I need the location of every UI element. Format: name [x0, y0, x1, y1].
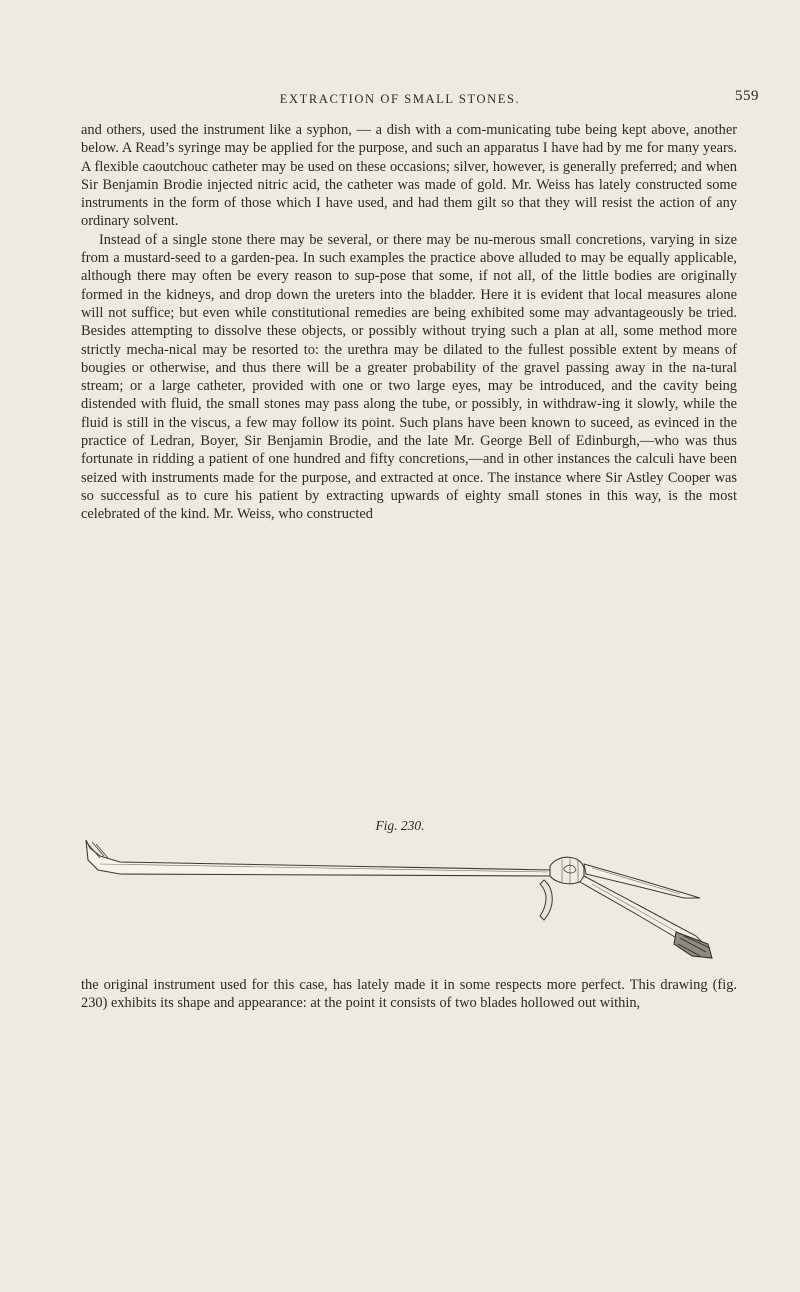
running-head: EXTRACTION OF SMALL STONES.	[279, 92, 521, 106]
page-number: 559	[735, 88, 759, 104]
body-text	[81, 121, 737, 524]
lithotrity-instrument-illustration	[80, 836, 720, 961]
paragraph-2: Instead of a single stone there may be several, or there may be nu-merous small concretions, varying in size from a mustard-seed to a garden-pea. In such examples the practice above alluded to may be equally applicable, although there may often be every reason to sup-pose that some, if not all, of the little bodies are originally formed in the kidneys, and drop down the ureters into the bladder. Here it is evident that local measures alone will not suffice; but even while constitutional remedies are being exhibited some may advantageously be tried. Besides attempting to dissolve these objects, or possibly without trying such a plan at all, some method more strictly mecha-nical may be resorted to: the urethra may be dilated to the fullest possible extent by means of bougies or otherwise, and thus there will be a greater probability of the gravel passing away in the na-tural stream; or a large catheter, provided with one or two large eyes, may be introduced, and the cavity being distended with fluid, the small stones may pass along the tube, or possibly, in withdraw-ing it slowly, while the fluid is still in the viscus, a few may follow its point. Such plans have been known to suceed, as evinced in the practice of Ledran, Boyer, Sir Benjamin Brodie, and the late Mr. George Bell of Edinburgh,—who was thus fortunate in ridding a patient of one hundred and fifty concretions,—and in other instances the calculi have been seized with instruments made for the purpose, and extracted at once. The instance where Sir Astley Cooper was so successful as to cure his patient by extracting upwards of eighty small stones in this way, is the most celebrated of the kind. Mr. Weiss, who constructed	[81, 231, 737, 523]
instrument-ring	[540, 880, 552, 920]
paragraph-1: and others, used the instrument like a syphon, — a dish with a com-municating tube being kept above, another below. A Read’s syringe may be applied for the purpose, and such an apparatus I have had by me for many years. A flexible caoutchouc catheter may be used on these occasions; silver, however, is generally preferred; and when Sir Benjamin Brodie injected nitric acid, the catheter was made of gold. Mr. Weiss has lately constructed some instruments in the form of those which I have used, and had them gilt so that they will resist the action of any ordinary solvent.	[81, 122, 737, 230]
figure-caption: Fig. 230.	[375, 818, 425, 833]
continuation-text	[81, 976, 737, 1013]
instrument-joint	[550, 857, 584, 884]
paragraph-3: the original instrument used for this case, has lately made it in some respects more perfect. This drawing (fig. 230) exhibits its shape and appearance: at the point it consists of two blades hollowed out within,	[81, 977, 737, 1012]
